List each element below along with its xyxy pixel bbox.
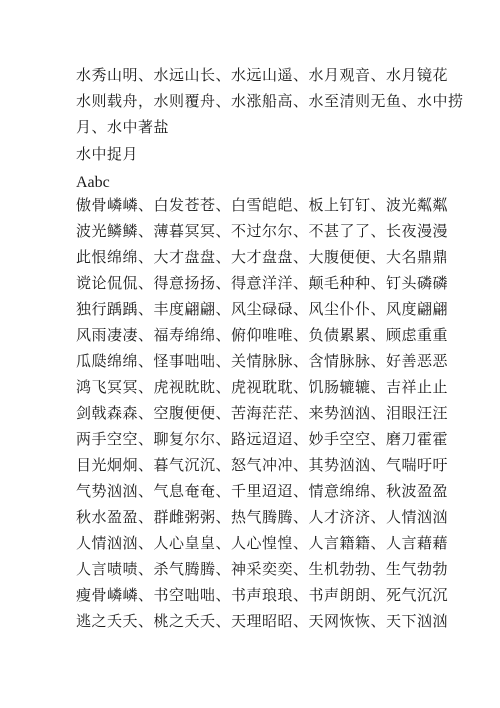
- text-line: 水秀山明、水远山长、水远山遥、水月观音、水月镜花: [76, 66, 449, 84]
- idiom-line: 剑戟森森、空腹便便、苦海茫茫、来势汹汹、泪眼汪汪: [76, 404, 449, 422]
- idiom-line: 独行踽踽、丰度翩翩、风尘碌碌、风尘仆仆、风度翩翩: [76, 300, 449, 318]
- idiom-line: 风雨凄凄、福寿绵绵、俯仰唯唯、负债累累、顾虑重重: [76, 326, 449, 344]
- idiom-line: 人情汹汹、人心皇皇、人心惶惶、人言籍籍、人言藉藉: [76, 534, 449, 552]
- section-label: Aabc: [76, 174, 110, 191]
- text-line: 水则载舟，水则覆舟、水涨船高、水至清则无鱼、水中捞: [76, 92, 464, 110]
- idiom-line: 气势汹汹、气息奄奄、千里迢迢、情意绵绵、秋波盈盈: [76, 482, 449, 500]
- idiom-line: 此恨绵绵、大才盘盘、大才盘盘、大腹便便、大名鼎鼎: [76, 248, 449, 266]
- idiom-line: 人言啧啧、杀气腾腾、神采奕奕、生机勃勃、生气勃勃: [76, 560, 449, 578]
- idiom-line: 秋水盈盈、群雌粥粥、热气腾腾、人才济济、人情汹汹: [76, 508, 449, 526]
- idiom-line: 瘦骨嶙嶙、书空咄咄、书声琅琅、书声朗朗、死气沉沉: [76, 586, 449, 604]
- text-line: 水中捉月: [76, 145, 139, 163]
- idiom-line: 逃之夭夭、桃之夭夭、天理昭昭、天网恢恢、天下汹汹: [76, 612, 449, 630]
- idiom-line: 鸿飞冥冥、虎视眈眈、虎视耽耽、饥肠辘辘、吉祥止止: [76, 378, 449, 396]
- idiom-line: 目光炯炯、暮气沉沉、怒气冲冲、其势汹汹、气喘吁吁: [76, 456, 449, 474]
- idiom-line: 波光鳞鳞、薄暮冥冥、不过尔尔、不甚了了、长夜漫漫: [76, 222, 449, 240]
- idiom-line: 瓜瓞绵绵、怪事咄咄、关情脉脉、含情脉脉、好善恶恶: [76, 352, 449, 370]
- idiom-line: 两手空空、聊复尔尔、路远迢迢、妙手空空、磨刀霍霍: [76, 430, 449, 448]
- idiom-line: 谠论侃侃、得意扬扬、得意洋洋、颠毛种种、钉头磷磷: [76, 274, 449, 292]
- text-line: 月、水中著盐: [76, 118, 170, 136]
- idiom-line: 傲骨嶙嶙、白发苍苍、白雪皑皑、板上钉钉、波光粼粼: [76, 196, 449, 214]
